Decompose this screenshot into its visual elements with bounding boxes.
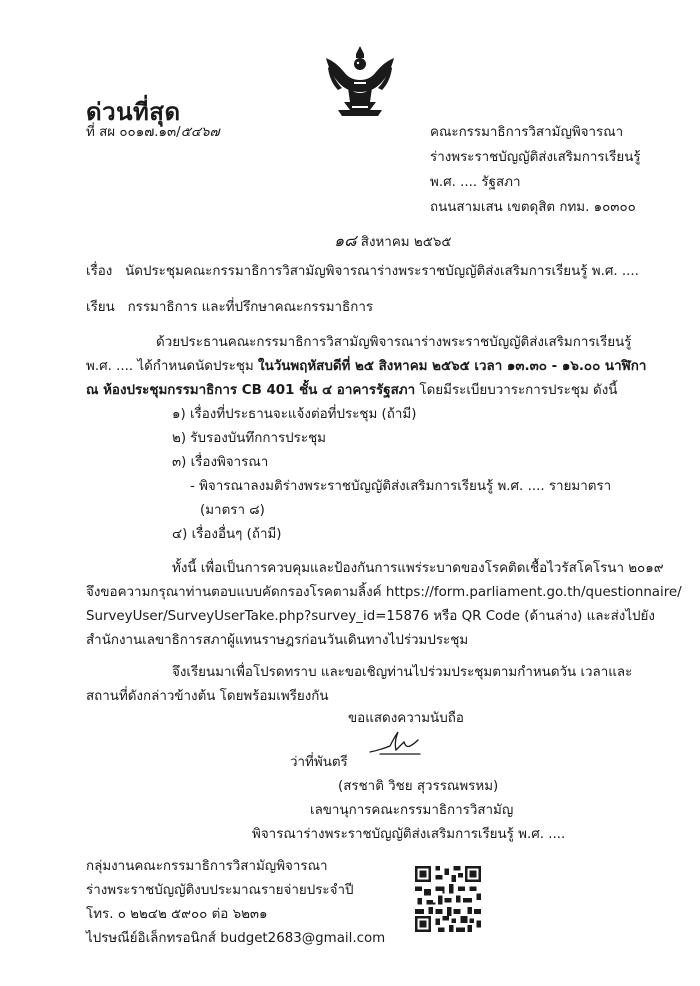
reference-prefix: ที่ สผ ๐๐๑๗.๑๓/	[86, 125, 181, 140]
reference-number	[86, 124, 220, 142]
recipient-text: กรรมาธิการ และที่ปรึกษาคณะกรรมาธิการ	[127, 300, 374, 315]
signer-title-line-2: พิจารณาร่างพระราชบัญญัติส่งเสริมการเรียนรู้ พ.ศ. ....	[252, 827, 566, 842]
paragraph-1-line-2	[86, 358, 646, 376]
recipient-line	[86, 299, 373, 317]
urgency-heading: ด่วนที่สุด	[86, 98, 181, 126]
paragraph-2-line-2: จึงขอความกรุณาท่านตอบแบบคัดกรองโรคตามลิ้งค์ https://form.parliament.go.th/questionnaire/	[86, 585, 682, 600]
paragraph-1-line-3	[86, 382, 617, 400]
letter-date	[334, 232, 451, 252]
agenda-item-4: ๔) เรื่องอื่นๆ (ถ้ามี)	[172, 527, 282, 542]
reference-handwritten-number: ๕๔๖๗	[180, 125, 220, 140]
meeting-venue: ณ ห้องประชุมกรรมาธิการ CB 401 ชั้น ๔ อาคารรัฐสภา	[86, 383, 416, 398]
paragraph-2-line-3: SurveyUser/SurveyUserTake.php?survey_id=15876 หรือ QR Code (ด้านล่าง) และส่งไปยัง	[86, 609, 655, 624]
paragraph-1-line-1: ด้วยประธานคณะกรรมาธิการวิสามัญพิจารณาร่างพระราชบัญญัติส่งเสริมการเรียนรู้	[156, 335, 632, 350]
signature	[368, 730, 424, 760]
garuda-emblem-icon	[318, 40, 402, 124]
signer-title-line-1: เลขานุการคณะกรรมาธิการวิสามัญ	[310, 803, 514, 818]
subject-line	[86, 263, 639, 281]
paragraph-2-line-4: สำนักงานเลขาธิการสภาผู้แทนราษฎรก่อนวันเดินทางไปร่วมประชุม	[86, 633, 469, 648]
footer-phone: โทร. ๐ ๒๒๔๒ ๕๙๐๐ ต่อ ๖๒๓๑	[86, 907, 268, 922]
sender-address-line-1: คณะกรรมาธิการวิสามัญพิจารณา	[430, 125, 624, 140]
para1-line2-text: พ.ศ. .... ได้กำหนดนัดประชุม	[86, 359, 259, 374]
subject-label: เรื่อง	[86, 264, 113, 279]
recipient-label: เรียน	[86, 300, 115, 315]
closing-regards: ขอแสดงความนับถือ	[348, 711, 464, 726]
paragraph-2-line-1: ทั้งนี้ เพื่อเป็นการควบคุมและป้องกันการแพร่ระบาดของโรคติดเชื้อไวรัสโคโรนา ๒๐๑๙	[172, 561, 664, 576]
sender-address-line-3: พ.ศ. .... รัฐสภา	[430, 175, 521, 190]
agenda-item-2: ๒) รับรองบันทึกการประชุม	[172, 431, 326, 446]
agenda-item-1: ๑) เรื่องที่ประธานจะแจ้งต่อที่ประชุม (ถ้ามี)	[172, 407, 417, 422]
sender-address-line-4: ถนนสามเสน เขตดุสิต กทม. ๑๐๓๐๐	[430, 200, 636, 215]
agenda-item-3-sub-section: (มาตรา ๘)	[200, 503, 265, 518]
meeting-datetime: ในวันพฤหัสบดีที่ ๒๕ สิงหาคม ๒๕๖๕ เวลา ๑๓.๓๐ - ๑๖.๐๐ นาฬิกา	[258, 359, 647, 374]
date-month-year: สิงหาคม ๒๕๖๕	[360, 235, 452, 250]
paragraph-3-line-1: จึงเรียนมาเพื่อโปรดทราบ และขอเชิญท่านไปร่วมประชุมตามกำหนดวัน เวลาและ	[172, 665, 633, 680]
subject-text: นัดประชุมคณะกรรมาธิการวิสามัญพิจารณาร่างพระราชบัญญัติส่งเสริมการเรียนรู้ พ.ศ. ....	[125, 264, 639, 279]
footer-line-2: ร่างพระราชบัญญัติงบประมาณรายจ่ายประจำปี	[86, 883, 354, 898]
signer-name: (สรชาติ วิชย สุวรรณพรหม)	[338, 779, 499, 794]
footer-line-1: กลุ่มงานคณะกรรมาธิการวิสามัญพิจารณา	[86, 859, 328, 874]
paragraph-3-line-2: สถานที่ดังกล่าวข้างต้น โดยพร้อมเพรียงกัน	[86, 689, 329, 704]
qr-code-icon[interactable]	[415, 866, 481, 932]
agenda-item-3-sub: - พิจารณาลงมติร่างพระราชบัญญัติส่งเสริมการเรียนรู้ พ.ศ. .... รายมาตรา	[190, 479, 612, 494]
footer-email: ไปรษณีย์อิเล็กทรอนิกส์ budget2683@gmail.com	[86, 931, 386, 946]
para1-line3-text: โดยมีระเบียบวาระการประชุม ดังนี้	[415, 383, 618, 398]
signer-rank: ว่าที่พันตรี	[290, 755, 348, 770]
agenda-item-3: ๓) เรื่องพิจารณา	[172, 455, 269, 470]
sender-address-line-2: ร่างพระราชบัญญัติส่งเสริมการเรียนรู้	[430, 150, 641, 165]
date-day-handwritten: ๑๘	[334, 231, 357, 250]
